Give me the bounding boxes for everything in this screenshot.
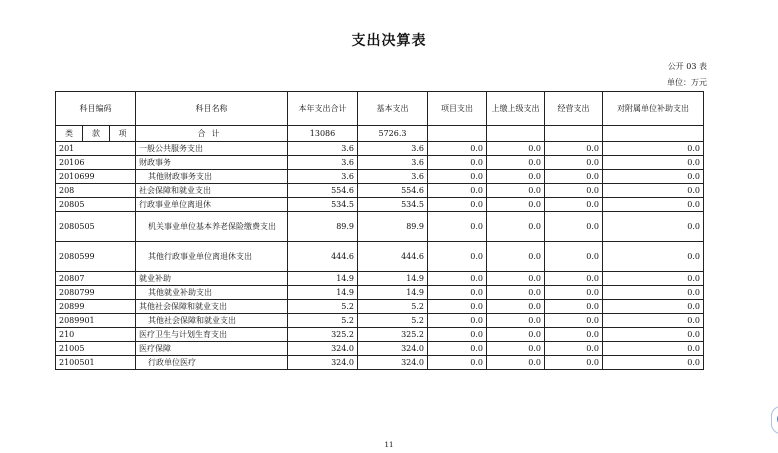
total-basic: 5726.3 bbox=[358, 126, 428, 142]
row-total: 444.6 bbox=[288, 242, 358, 272]
row-total: 325.2 bbox=[288, 328, 358, 342]
table-row bbox=[56, 170, 704, 184]
row-name: 其他就业补助支出 bbox=[136, 286, 288, 300]
total-value: 13086 bbox=[288, 126, 358, 142]
row-remit: 0.0 bbox=[487, 314, 545, 328]
total-business bbox=[545, 126, 603, 142]
table-row bbox=[56, 242, 704, 272]
table-row bbox=[56, 156, 704, 170]
row-name: 行政事业单位离退休 bbox=[136, 198, 288, 212]
row-project: 0.0 bbox=[428, 328, 487, 342]
row-project: 0.0 bbox=[428, 272, 487, 286]
row-total: 14.9 bbox=[288, 286, 358, 300]
row-basic: 3.6 bbox=[358, 170, 428, 184]
row-code: 2100501 bbox=[56, 356, 136, 370]
header-code: 科目编码 bbox=[56, 92, 136, 126]
header-row bbox=[56, 92, 704, 126]
row-subsidy: 0.0 bbox=[603, 314, 704, 328]
row-project: 0.0 bbox=[428, 156, 487, 170]
row-code: 2089901 bbox=[56, 314, 136, 328]
row-total: 324.0 bbox=[288, 342, 358, 356]
header-remit: 上缴上级支出 bbox=[487, 92, 545, 126]
total-project bbox=[428, 126, 487, 142]
row-code: 20899 bbox=[56, 300, 136, 314]
row-remit: 0.0 bbox=[487, 272, 545, 286]
row-business: 0.0 bbox=[545, 142, 603, 156]
row-name: 社会保障和就业支出 bbox=[136, 184, 288, 198]
row-project: 0.0 bbox=[428, 212, 487, 242]
row-basic: 14.9 bbox=[358, 286, 428, 300]
row-business: 0.0 bbox=[545, 242, 603, 272]
row-remit: 0.0 bbox=[487, 342, 545, 356]
table-row bbox=[56, 356, 704, 370]
header-name: 科目名称 bbox=[136, 92, 288, 126]
row-remit: 0.0 bbox=[487, 142, 545, 156]
row-business: 0.0 bbox=[545, 272, 603, 286]
row-remit: 0.0 bbox=[487, 184, 545, 198]
row-name: 其他社会保障和就业支出 bbox=[136, 314, 288, 328]
row-total: 3.6 bbox=[288, 142, 358, 156]
row-project: 0.0 bbox=[428, 342, 487, 356]
header-project: 项目支出 bbox=[428, 92, 487, 126]
row-subsidy: 0.0 bbox=[603, 286, 704, 300]
row-project: 0.0 bbox=[428, 286, 487, 300]
row-name: 一般公共服务支出 bbox=[136, 142, 288, 156]
row-subsidy: 0.0 bbox=[603, 184, 704, 198]
row-remit: 0.0 bbox=[487, 170, 545, 184]
total-remit bbox=[487, 126, 545, 142]
form-number: 公开 03 表 bbox=[667, 62, 707, 71]
row-remit: 0.0 bbox=[487, 242, 545, 272]
row-business: 0.0 bbox=[545, 328, 603, 342]
row-business: 0.0 bbox=[545, 286, 603, 300]
row-name: 行政单位医疗 bbox=[136, 356, 288, 370]
row-basic: 324.0 bbox=[358, 356, 428, 370]
table-row bbox=[56, 184, 704, 198]
table-row bbox=[56, 272, 704, 286]
row-project: 0.0 bbox=[428, 300, 487, 314]
row-code: 210 bbox=[56, 328, 136, 342]
row-code: 201 bbox=[56, 142, 136, 156]
row-business: 0.0 bbox=[545, 342, 603, 356]
table-row bbox=[56, 328, 704, 342]
total-subsidy bbox=[603, 126, 704, 142]
sub-header-xiang: 项 bbox=[110, 126, 136, 142]
row-subsidy: 0.0 bbox=[603, 300, 704, 314]
row-remit: 0.0 bbox=[487, 198, 545, 212]
expenditure-table bbox=[55, 91, 704, 370]
row-subsidy: 0.0 bbox=[603, 272, 704, 286]
row-total: 554.6 bbox=[288, 184, 358, 198]
row-remit: 0.0 bbox=[487, 328, 545, 342]
row-total: 14.9 bbox=[288, 272, 358, 286]
row-total: 3.6 bbox=[288, 170, 358, 184]
row-basic: 324.0 bbox=[358, 342, 428, 356]
row-project: 0.0 bbox=[428, 356, 487, 370]
row-name: 其他行政事业单位离退休支出 bbox=[136, 242, 288, 272]
table-row bbox=[56, 212, 704, 242]
row-business: 0.0 bbox=[545, 314, 603, 328]
row-code: 20805 bbox=[56, 198, 136, 212]
row-project: 0.0 bbox=[428, 242, 487, 272]
row-code: 2080799 bbox=[56, 286, 136, 300]
row-name: 其他社会保障和就业支出 bbox=[136, 300, 288, 314]
row-subsidy: 0.0 bbox=[603, 142, 704, 156]
row-remit: 0.0 bbox=[487, 212, 545, 242]
row-subsidy: 0.0 bbox=[603, 356, 704, 370]
row-name: 其他财政事务支出 bbox=[136, 170, 288, 184]
row-code: 2080599 bbox=[56, 242, 136, 272]
row-basic: 5.2 bbox=[358, 300, 428, 314]
sub-header-kuan: 款 bbox=[83, 126, 110, 142]
header-subsidy: 对附属单位补助支出 bbox=[603, 92, 704, 126]
row-code: 2080505 bbox=[56, 212, 136, 242]
table-row bbox=[56, 342, 704, 356]
row-total: 89.9 bbox=[288, 212, 358, 242]
row-remit: 0.0 bbox=[487, 300, 545, 314]
total-label: 合计 bbox=[136, 126, 288, 142]
row-name: 财政事务 bbox=[136, 156, 288, 170]
row-project: 0.0 bbox=[428, 142, 487, 156]
row-basic: 89.9 bbox=[358, 212, 428, 242]
row-business: 0.0 bbox=[545, 156, 603, 170]
row-project: 0.0 bbox=[428, 170, 487, 184]
page-title: 支出决算表 bbox=[351, 33, 427, 49]
header-total: 本年支出合计 bbox=[288, 92, 358, 126]
row-subsidy: 0.0 bbox=[603, 156, 704, 170]
table-row bbox=[56, 314, 704, 328]
row-name: 医疗保障 bbox=[136, 342, 288, 356]
sub-header-lei: 类 bbox=[56, 126, 83, 142]
row-remit: 0.0 bbox=[487, 286, 545, 300]
page-number: 11 bbox=[384, 441, 394, 449]
row-total: 5.2 bbox=[288, 314, 358, 328]
row-name: 机关事业单位基本养老保险缴费支出 bbox=[136, 212, 288, 242]
row-basic: 5.2 bbox=[358, 314, 428, 328]
row-total: 5.2 bbox=[288, 300, 358, 314]
row-subsidy: 0.0 bbox=[603, 328, 704, 342]
row-code: 20106 bbox=[56, 156, 136, 170]
row-total: 324.0 bbox=[288, 356, 358, 370]
header-business: 经营支出 bbox=[545, 92, 603, 126]
row-business: 0.0 bbox=[545, 212, 603, 242]
row-project: 0.0 bbox=[428, 198, 487, 212]
row-total: 3.6 bbox=[288, 156, 358, 170]
table-row bbox=[56, 300, 704, 314]
row-code: 21005 bbox=[56, 342, 136, 356]
table-row bbox=[56, 142, 704, 156]
row-business: 0.0 bbox=[545, 356, 603, 370]
row-project: 0.0 bbox=[428, 314, 487, 328]
row-subsidy: 0.0 bbox=[603, 212, 704, 242]
row-basic: 14.9 bbox=[358, 272, 428, 286]
row-basic: 3.6 bbox=[358, 156, 428, 170]
row-remit: 0.0 bbox=[487, 356, 545, 370]
row-subsidy: 0.0 bbox=[603, 242, 704, 272]
row-remit: 0.0 bbox=[487, 156, 545, 170]
side-widget-icon[interactable] bbox=[771, 406, 778, 434]
unit-label: 单位：万元 bbox=[667, 78, 707, 87]
row-subsidy: 0.0 bbox=[603, 342, 704, 356]
row-name: 医疗卫生与计划生育支出 bbox=[136, 328, 288, 342]
row-business: 0.0 bbox=[545, 300, 603, 314]
row-total: 534.5 bbox=[288, 198, 358, 212]
row-name: 就业补助 bbox=[136, 272, 288, 286]
row-project: 0.0 bbox=[428, 184, 487, 198]
row-code: 208 bbox=[56, 184, 136, 198]
table-row bbox=[56, 198, 704, 212]
row-basic: 3.6 bbox=[358, 142, 428, 156]
row-subsidy: 0.0 bbox=[603, 198, 704, 212]
row-business: 0.0 bbox=[545, 184, 603, 198]
row-basic: 325.2 bbox=[358, 328, 428, 342]
row-code: 2010699 bbox=[56, 170, 136, 184]
table-row bbox=[56, 286, 704, 300]
row-basic: 554.6 bbox=[358, 184, 428, 198]
row-basic: 534.5 bbox=[358, 198, 428, 212]
row-code: 20807 bbox=[56, 272, 136, 286]
row-subsidy: 0.0 bbox=[603, 170, 704, 184]
row-basic: 444.6 bbox=[358, 242, 428, 272]
total-row bbox=[56, 126, 704, 142]
row-business: 0.0 bbox=[545, 198, 603, 212]
row-business: 0.0 bbox=[545, 170, 603, 184]
header-basic: 基本支出 bbox=[358, 92, 428, 126]
